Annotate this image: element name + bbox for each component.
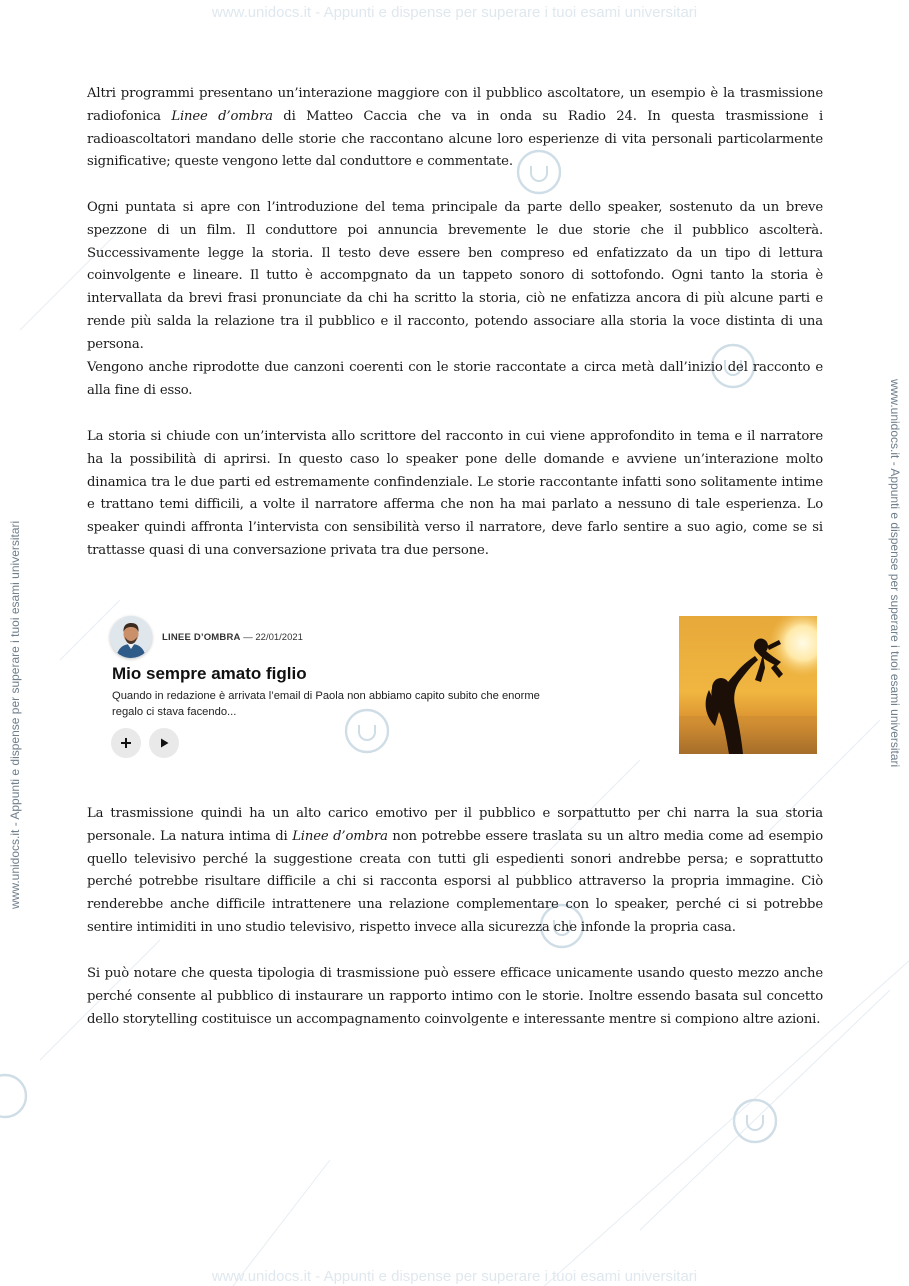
watermark-header-text: www.unidocs.it - Appunti e dispense per superare i tuoi esami universitari xyxy=(211,4,698,21)
play-icon xyxy=(158,737,170,749)
watermark-right: www.unidocs.it - Appunti e dispense per superare i tuoi esami universitari xyxy=(888,379,902,768)
play-button[interactable] xyxy=(149,728,179,758)
watermark-left: www.unidocs.it - Appunti e dispense per superare i tuoi esami universitari xyxy=(8,520,22,909)
paragraph-emotional: La trasmissione quindi ha un alto carico emotivo per il pubblico e sorpattutto per chi narra la sua storia personale. La natura intima di Linee d’ombra non potrebbe essere traslata su un altro media come ad esempio quello televisivo perché la suggestione creata con tutti gli espedienti sonori andrebbe persa; e soprattutto perché potrebbe risultare difficile a chi si racconta esporsi al pubblico attraverso la propria immagine. Ciò renderebbe anche difficile intrattenere una relazione complementare con lo speaker, perché ci si potrebbe sentire intimiditi in uno studio televisivo, rispetto invece alla sicurezza che infonde la propria casa. xyxy=(87,806,823,935)
episode-meta xyxy=(162,632,303,643)
paragraph-conclusion: Si può notare che questa tipologia di trasmissione può essere efficace unicamente usando questo mezzo anche perché consente al pubblico di instaurare un rapporto intimo con le storie. Inoltre essendo basata sul concetto dello storytelling costituisce un accompagnamento coinvolgente e interessante mentre si compiono altre azioni. xyxy=(87,966,823,1027)
avatar xyxy=(110,616,152,658)
episode-card[interactable] xyxy=(110,614,818,756)
show-title: Linee d’ombra xyxy=(171,108,273,124)
episode-excerpt: Quando in redazione è arrivata l’email di Paola non abbiamo capito subito che enorme regalo ci stava facendo... xyxy=(112,690,540,718)
add-button[interactable] xyxy=(111,728,141,758)
paragraph-interview: La storia si chiude con un’intervista allo scrittore del racconto in cui viene approfondito in tema e il narratore ha la possibilità di aprirsi. In questo caso lo speaker pone delle domande e avviene un’interazione molto dinamica tra le due parti ed estremamente confindenziale. Le storie raccontante infatti sono solitamente intime e trattano temi difficili, a volte il narratore afferma che non ha mai parlato a nessuno di tale esperienza. Lo speaker quindi affronta l’intervista con sensibilità verso il narratore, deve farlo sentire a suo agio, come se si trattasse quasi di una conversazione privata tra due persone. xyxy=(87,429,823,558)
watermark-footer-text: www.unidocs.it - Appunti e dispense per superare i tuoi esami universitari xyxy=(211,1268,698,1285)
episode-title[interactable]: Mio sempre amato figlio xyxy=(112,664,307,683)
plus-icon xyxy=(120,737,132,749)
paragraph-episode-structure: Ogni puntata si apre con l’introduzione del tema principale da parte dello speaker, sostenuto da un breve spezzone di un film. Il conduttore poi annuncia brevemente le due storie che il pubblico ascolterà. Successivamente legge la storia. Il testo deve essere ben compreso ed enfatizzato da un tipo di lettura coinvolgente e lineare. Il tutto è accompgnato da un tappeto sonoro di sottofondo. Ogni tanto la storia è intervallata da brevi frasi pronunciate da chi ha scritto la storia, ciò ne enfatizza ancora di più alcune parti e rende più salda la relazione tra il pubblico e il racconto, potendo associare alla storia la voce distinta di una persona. xyxy=(87,200,823,352)
paragraph-intro: Altri programmi presentano un’interazione maggiore con il pubblico ascoltatore, un esempio è la trasmissione radiofonica Linee d’ombra di Matteo Caccia che va in onda su Radio 24. In questa trasmissione i radioascoltatori mandano delle storie che raccontano alcune loro esperienze di vita personali particolarmente significative; queste vengono lette dal conduttore e commentate. xyxy=(87,86,824,170)
show-title: Linee d’ombra xyxy=(292,828,388,844)
episode-date: — 22/01/2021 xyxy=(243,632,303,643)
watermark-header xyxy=(0,4,909,21)
paragraph-songs: Vengono anche riprodotte due canzoni coerenti con le storie raccontate a circa metà dall’inizio del racconto e alla fine di esso. xyxy=(87,360,823,398)
episode-show-name[interactable]: LINEE D’OMBRA xyxy=(162,632,241,643)
episode-thumbnail[interactable] xyxy=(679,616,817,754)
watermark-footer xyxy=(0,1268,909,1285)
